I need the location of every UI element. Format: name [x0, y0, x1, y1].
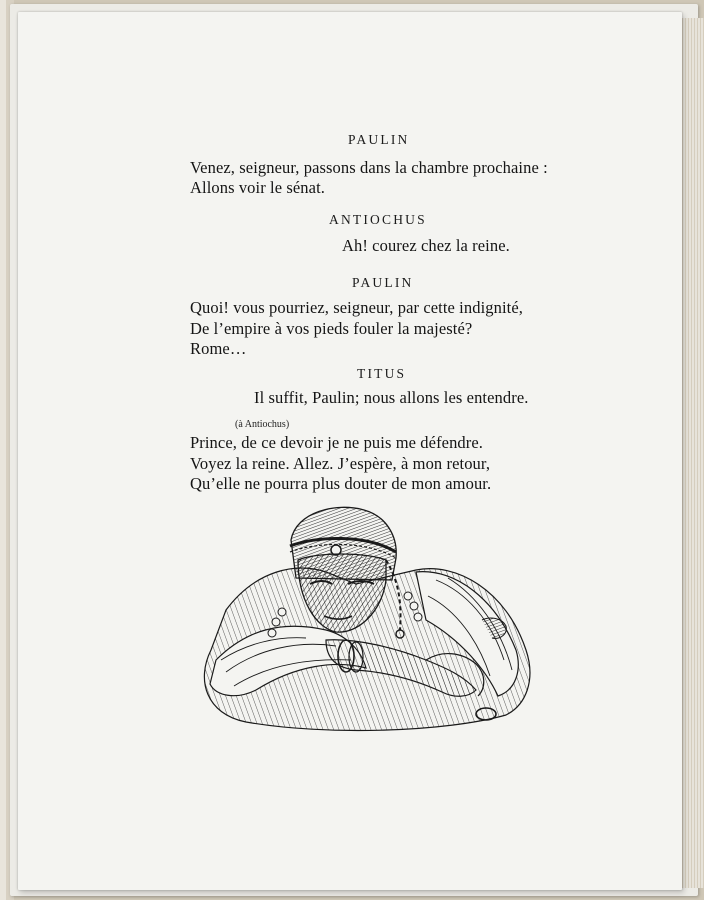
book-page [18, 12, 682, 890]
engraving-woman-with-headdress-icon [186, 500, 542, 736]
verse-line: Venez, seigneur, passons dans la chambre prochaine : [190, 158, 548, 177]
speaker-name: TITUS [357, 366, 407, 381]
speaker-name: ANTIOCHUS [329, 212, 427, 227]
verse-line: De l’empire à vos pieds fouler la majesté? [190, 319, 473, 338]
verse-line: Quoi! vous pourriez, seigneur, par cette indignité, [190, 298, 523, 317]
verse-line: Il suffit, Paulin; nous allons les entendre. [254, 388, 529, 407]
verse-line: Rome… [190, 339, 247, 358]
verse-line: Allons voir le sénat. [190, 178, 325, 197]
verse-line: Qu’elle ne pourra plus douter de mon amour. [190, 474, 492, 493]
page-stack-edge [680, 18, 704, 888]
verse-line: Prince, de ce devoir je ne puis me défendre. [190, 433, 484, 452]
speaker-name: PAULIN [352, 275, 414, 290]
stage-direction: (à Antiochus) [235, 419, 290, 430]
speaker-name: PAULIN [348, 132, 410, 147]
verse-line: Voyez la reine. Allez. J’espère, à mon retour, [190, 454, 491, 473]
verse-line: Ah! courez chez la reine. [342, 236, 510, 255]
